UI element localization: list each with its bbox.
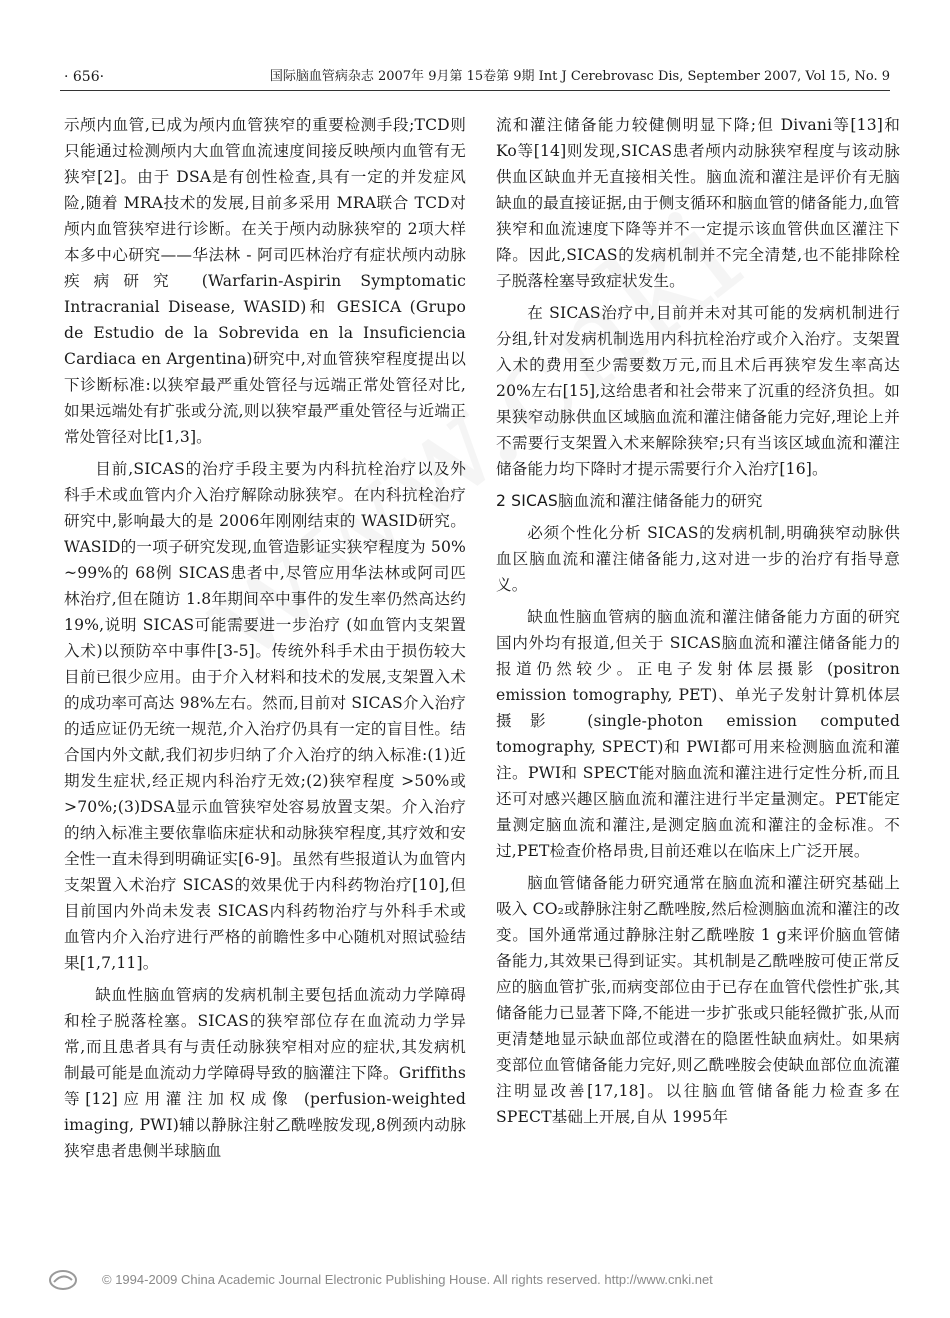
left-column xyxy=(64,112,466,1170)
body-paragraph: 缺血性脑血管病的脑血流和灌注储备能力方面的研究国内外均有报道,但关于 SICAS脑血流和灌注储备能力的报道仍然较少。正电子发射体层摄影 (positron emission tomography, PET)、单光子发射计算机体层摄影 (single-photon emission computed tomography, SPECT)和 PWI都可用来检测脑血流和灌注。PWI和 SPECT能对脑血流和灌注进行定性分析,而且还可对感兴趣区脑血流和灌注进行半定量测定。PET能定量测定脑血流和灌注,是测定脑血流和灌注的金标准。不过,PET检查价格昂贵,目前还难以在临床上广泛开展。 xyxy=(496,608,900,860)
body-paragraph: 示颅内血管,已成为颅内血管狭窄的重要检测手段;TCD则只能通过检测颅内大血管血流速度间接反映颅内血管有无狭窄[2]。由于 DSA是有创性检查,具有一定的并发症风险,随着 MRA技术的发展,目前多采用 MRA联合 TCD对颅内血管狭窄进行诊断。在关于颅内动脉狭窄的 2项大样本多中心研究——华法林 - 阿司匹林治疗有症状颅内动脉疾病研究 (Warfarin-Aspirin Symptomatic Intracranial Disease, WASID)和 GESICA (Grupo de Estudio de la Sobrevida en la Insuficiencia Cardiaca en Argentina)研究中,对血管狭窄程度提出以下诊断标准:以狭窄最严重处管径与远端正常处管径对比,如果远端处有扩张或分流,则以狭窄最严重处管径与近端正常处管径对比[1,3]。 xyxy=(64,116,466,446)
body-paragraph: 流和灌注储备能力较健侧明显下降;但 Divani等[13]和 Ko等[14]则发现,SICAS患者颅内动脉狭窄程度与该动脉供血区缺血并无直接相关性。脑血流和灌注是评价有无脑缺血的最直接证据,由于侧支循环和脑血管的储备能力,血管狭窄和血流速度下降等并不一定提示该血管供血区灌注下降。因此,SICAS的发病机制并不完全清楚,也不能排除栓子脱落栓塞导致症状发生。 xyxy=(496,116,900,290)
page-number: · 656· xyxy=(64,69,105,85)
running-header xyxy=(60,64,890,91)
cnki-logo-icon xyxy=(48,1268,78,1292)
body-paragraph: 在 SICAS治疗中,目前并未对其可能的发病机制进行分组,针对发病机制选用内科抗栓治疗或介入治疗。支架置入术的费用至少需要数万元,而且术后再狭窄发生率高达 20%左右[15],这给患者和社会带来了沉重的经济负担。如果狭窄动脉供血区域脑血流和灌注储备能力完好,理论上并不需要行支架置入术来解除狭窄;只有当该区域血流和灌注储备能力均下降时才提示需要行介入治疗[16]。 xyxy=(496,304,900,478)
right-column xyxy=(496,112,900,1136)
body-paragraph: 目前,SICAS的治疗手段主要为内科抗栓治疗以及外科手术或血管内介入治疗解除动脉狭窄。在内科抗栓治疗研究中,影响最大的是 2006年刚刚结束的 WASID研究。WASID的一项子研究发现,血管造影证实狭窄程度为 50% ~99%的 68例 SICAS患者中,尽管应用华法林或阿司匹林治疗,但在随访 1.8年期间卒中事件的发生率仍然高达约 19%,说明 SICAS可能需要进一步治疗 (如血管内支架置入术)以预防卒中事件[3-5]。传统外科手术由于损伤较大目前已很少应用。由于介入材料和技术的发展,支架置入术的成功率可高达 98%左右。然而,目前对 SICAS介入治疗的适应证仍无统一规范,介入治疗仍具有一定的盲目性。结合国内外文献,我们初步归纳了介入治疗的纳入标准:(1)近期发生症状,经正规内科治疗无效;(2)狭窄程度 >50%或 >70%;(3)DSA显示血管狭窄处容易放置支架。介入治疗的纳入标准主要依靠临床症状和动脉狭窄程度,其疗效和安全性一直未得到明确证实[6-9]。虽然有些报道认为血管内支架置入术治疗 SICAS的效果优于内科药物治疗[10],但目前国内外尚未发表 SICAS内科药物治疗与外科手术或血管内介入治疗进行严格的前瞻性多中心随机对照试验结果[1,7,11]。 xyxy=(64,460,466,972)
body-paragraph: 缺血性脑血管病的发病机制主要包括血流动力学障碍和栓子脱落栓塞。SICAS的狭窄部位存在血流动力学异常,而且患者具有与责任动脉狭窄相对应的症状,其发病机制最可能是血流动力学障碍导致的脑灌注下降。Griffiths等[12]应用灌注加权成像 (perfusion-weighted imaging, PWI)辅以静脉注射乙酰唑胺发现,8例颈内动脉狭窄患者患侧半球脑血 xyxy=(64,986,466,1160)
section-heading: 2 SICAS脑血流和灌注储备能力的研究 xyxy=(496,492,763,510)
copyright-text: © 1994-2009 China Academic Journal Electronic Publishing House. All rights reserved. http://www.cnki.net xyxy=(102,1272,713,1287)
copyright-footer xyxy=(42,1266,902,1296)
journal-citation: 国际脑血管病杂志 2007年 9月第 15卷第 9期 Int J Cerebrovasc Dis, September 2007, Vol 15, No. 9 xyxy=(269,69,890,84)
body-paragraph: 必须个性化分析 SICAS的发病机制,明确狭窄动脉供血区脑血流和灌注储备能力,这对进一步的治疗有指导意义。 xyxy=(496,524,900,594)
body-paragraph: 脑血管储备能力研究通常在脑血流和灌注研究基础上吸入 CO₂或静脉注射乙酰唑胺,然后检测脑血流和灌注的改变。国外通常通过静脉注射乙酰唑胺 1 g来评价脑血管储备能力,其效果已得到证实。其机制是乙酰唑胺可使正常反应的脑血管扩张,而病变部位由于已存在血管代偿性扩张,其储备能力已显著下降,不能进一步扩张或只能轻微扩张,从而更清楚地显示缺血部位或潜在的隐匿性缺血病灶。如果病变部位血管储备能力完好,则乙酰唑胺会使缺血部位血流灌注明显改善[17,18]。以往脑血管储备能力检查多在 SPECT基础上开展,自从 1995年 xyxy=(496,874,900,1126)
